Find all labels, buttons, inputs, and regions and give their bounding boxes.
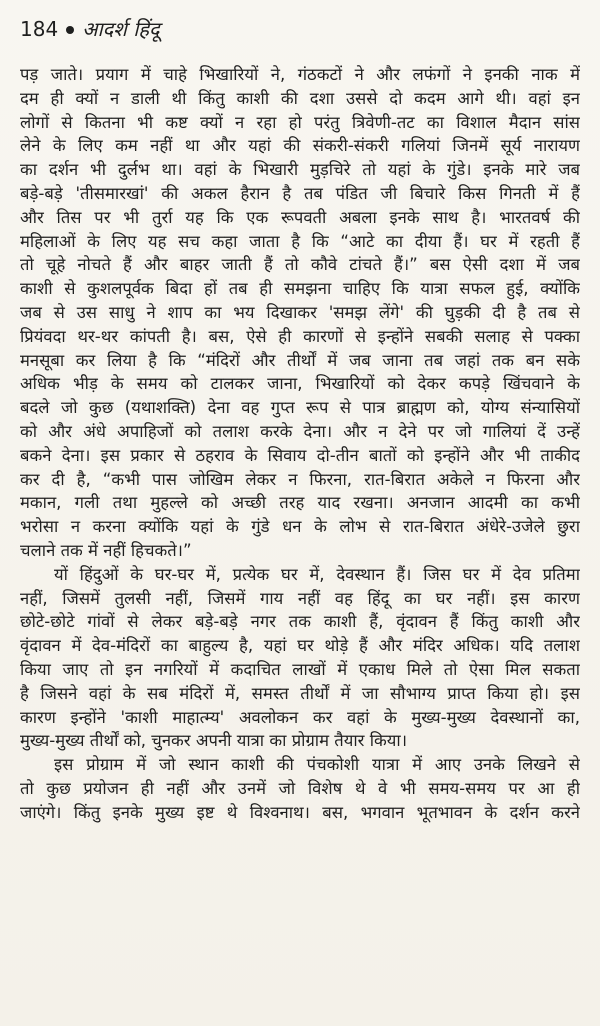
text-line: किया जाए तो इन नगरियों में कदाचित लाखों में एकाध मिले तो ऐसा मिल सकता bbox=[20, 659, 580, 679]
text-line: महिलाओं के लिए यह सच कहा जाता है कि “आटे का दीया हैं। घर में रहती हैं bbox=[20, 231, 580, 251]
text-line: बकने देना। इस प्रकार से ठहराव के सिवाय दो-तीन बातों को इन्होंने और भी ताकीद bbox=[20, 445, 580, 465]
text-line: मकान, गली तथा मुहल्ले को अच्छी तरह याद रखना। अनजान आदमी का कभी bbox=[20, 493, 580, 513]
page-number: 184 bbox=[20, 17, 59, 41]
text-line: कर दी है, “कभी पास जोखिम लेकर न फिरना, रात-बिरात अकेले न फिरना और bbox=[20, 469, 580, 489]
text-line: यों हिंदुओं के घर-घर में, प्रत्येक घर में, देवस्थान हैं। जिस घर में देव प्रतिमा bbox=[54, 564, 580, 584]
text-line: मनसूबा कर लिया है कि “मंदिरों और तीर्थों में जब जाना तब जहां तक बन सके bbox=[20, 350, 580, 370]
text-line: दम ही क्यों न डाली थी किंतु काशी की दशा उससे दो कदम आगे थी। वहां इन bbox=[20, 88, 580, 108]
text-line: को और अंधे अपाहिजों को तलाश करके देना। और न देने पर जो गालियां दें उन्हें bbox=[20, 421, 580, 441]
text-line: कारण इन्होंने 'काशी माहात्म्य' अवलोकन कर वहां के मुख्य-मुख्य देवस्थानों का, bbox=[20, 707, 580, 727]
text-line: पड़ जाते। प्रयाग में चाहे भिखारियों ने, गंठकटों ने और लफंगों ने इनकी नाक में bbox=[20, 65, 580, 84]
text-line: और तिस पर भी तुर्रा यह कि एक रूपवती अबला इनके साथ है। भारतवर्ष की bbox=[20, 207, 580, 227]
text-line: लेने के लिए कम नहीं था और यहां की संकरी-संकरी गलियां जिनमें सूर्य नारायण bbox=[20, 136, 580, 156]
text-line: जब से उस साधु ने शाप का भय दिखाकर 'समझ लेंगे' की घुड़की दी है तब से bbox=[20, 302, 580, 322]
text-line: जाएंगे। किंतु इनके मुख्य इष्ट थे विश्वनाथ। बस, भगवान भूतभावन के दर्शन करने bbox=[20, 802, 580, 822]
text-line: वृंदावन में देव-मंदिरों का बाहुल्य है, यहां घर थोड़े हैं और मंदिर अधिक। यदि तलाश bbox=[20, 636, 580, 656]
bullet-icon bbox=[66, 26, 74, 34]
text-line: बदले जो कुछ (यथाशक्ति) देना वह गुप्त रूप से पात्र ब्राह्मण को, योग्य संन्यासियों bbox=[20, 398, 580, 418]
text-line: है जिसने वहां के सब मंदिरों में, समस्त तीर्थों में जा सौभाग्य प्राप्त किया हो। इस bbox=[20, 683, 580, 703]
text-line: तो कुछ प्रयोजन ही नहीं और उनमें जो विशेष थे वे भी समय-समय पर आ ही bbox=[20, 778, 580, 798]
text-line: छोटे-छोटे गांवों से लेकर बड़े-बड़े नगर तक काशी हैं, वृंदावन हैं किंतु काशी और bbox=[20, 612, 580, 632]
text-line: लोगों से कितना भी कष्ट क्यों न रहा हो परंतु त्रिवेणी-तट का विशाल मैदान सांस bbox=[20, 112, 580, 132]
text-line: अधिक भीड़ के समय को टालकर जाना, भिखारियों को देकर कपड़े खिंचवाने के bbox=[20, 374, 580, 394]
text-line: प्रियंवदा थर-थर कांपती है। बस, ऐसे ही कारणों से इन्होंने सबकी सलाह से पक्का bbox=[20, 326, 580, 346]
text-line: नहीं, जिसमें तुलसी नहीं, जिसमें गाय नहीं वह हिंदू का घर नहीं। इस कारण bbox=[20, 588, 580, 608]
text-line: काशी से कुशलपूर्वक बिदा हों तब ही समझना चाहिए कि यात्रा सफल हुई, क्योंकि bbox=[20, 279, 580, 299]
page-header bbox=[20, 12, 560, 46]
page-text bbox=[20, 63, 580, 1006]
text-line: बड़े-बड़े 'तीसमारखां' की अकल हैरान है तब पंडित जी बिचारे किस गिनती में हैं bbox=[20, 183, 580, 203]
text-line: चलाने तक में नहीं हिचकते।” bbox=[20, 540, 192, 560]
text-line: मुख्य-मुख्य तीर्थों को, चुनकर अपनी यात्रा का प्रोग्राम तैयार किया। bbox=[20, 731, 407, 751]
text-line: भरोसा न करना क्योंकि यहां के गुंडे धन के लोभ से रात-बिरात अंधेरे-उजेले छुरा bbox=[20, 517, 580, 537]
text-line: इस प्रोग्राम में जो स्थान काशी की पंचकोशी यात्रा में आए उनके लिखने से bbox=[54, 755, 580, 775]
text-line: का दर्शन भी दुर्लभ था। वहां के भिखारी मुड़चिरे तो यहां के गुंडे। इनके मारे जब bbox=[20, 160, 580, 180]
text-line: तो चूहे नोचते हैं और बाहर जाती हैं तो कौवे टांचते हैं।” बस ऐसी दशा में जब bbox=[20, 255, 580, 275]
book-title: आदर्श हिंदू bbox=[82, 17, 160, 41]
